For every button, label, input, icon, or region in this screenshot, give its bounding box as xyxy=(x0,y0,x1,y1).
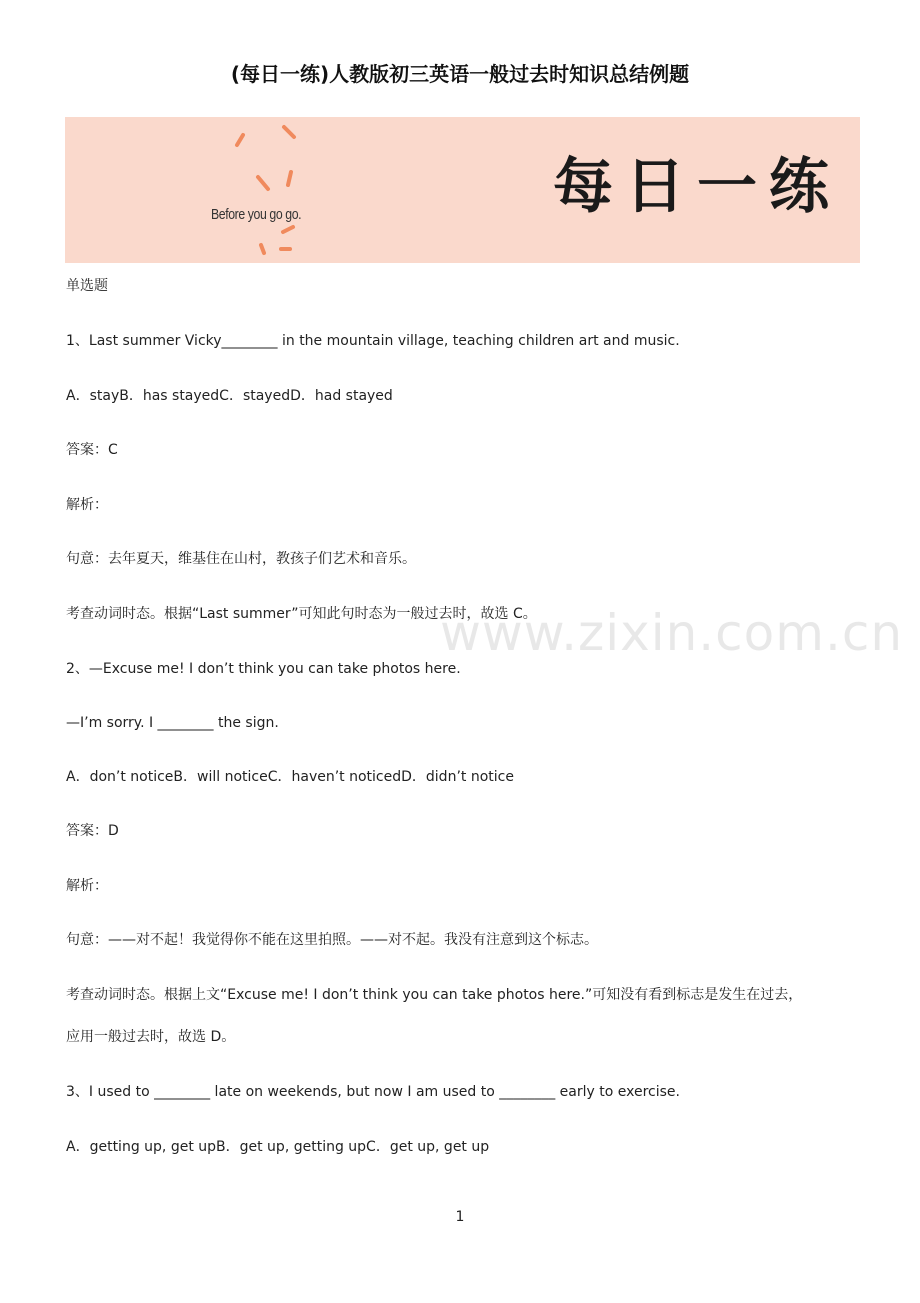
question-1-answer: 答案：C xyxy=(66,442,118,458)
question-2-meaning: 句意：——对不起！我觉得你不能在这里拍照。——对不起。我没有注意到这个标志。 xyxy=(66,932,598,948)
banner-tagline: Before you go go. xyxy=(211,206,302,223)
question-2-explanation-cont: 应用一般过去时，故选 D。 xyxy=(66,1029,236,1045)
question-1-stem: 1、Last summer Vicky________ in the mountain village, teaching children art and music. xyxy=(66,333,680,349)
question-1-analysis-label: 解析： xyxy=(66,497,108,513)
question-2-explanation: 考查动词时态。根据上文“Excuse me! I don’t think you can take photos here.”可知没有看到标志是发生在过去， xyxy=(66,987,803,1003)
question-1-options: A．stayB．has stayedC．stayedD．had stayed xyxy=(66,388,393,404)
document-title: (每日一练)人教版初三英语一般过去时知识总结例题 xyxy=(230,62,690,86)
question-3-options: A．getting up, get upB．get up, getting upC．get up, get up xyxy=(66,1139,490,1155)
banner xyxy=(65,117,860,263)
question-2-reply: —I’m sorry. I ________ the sign. xyxy=(66,715,279,731)
question-2-answer: 答案：D xyxy=(66,823,119,839)
question-1-meaning: 句意：去年夏天，维基住在山村，教孩子们艺术和音乐。 xyxy=(66,551,416,567)
watermark: www.zixin.com.cn xyxy=(440,604,904,662)
question-2-options: A．don’t noticeB．will noticeC．haven’t noticedD．didn’t notice xyxy=(66,769,514,785)
question-2-analysis-label: 解析： xyxy=(66,878,108,894)
question-3-stem: 3、I used to ________ late on weekends, but now I am used to ________ early to exercise. xyxy=(66,1084,680,1100)
question-1-explanation: 考查动词时态。根据“Last summer”可知此句时态为一般过去时，故选 C。 xyxy=(66,606,537,622)
section-heading: 单选题 xyxy=(66,278,108,294)
page-number: 1 xyxy=(455,1209,465,1225)
question-2-stem: 2、—Excuse me! I don’t think you can take photos here. xyxy=(66,661,461,677)
banner-brand: 每日一练 xyxy=(553,152,841,222)
